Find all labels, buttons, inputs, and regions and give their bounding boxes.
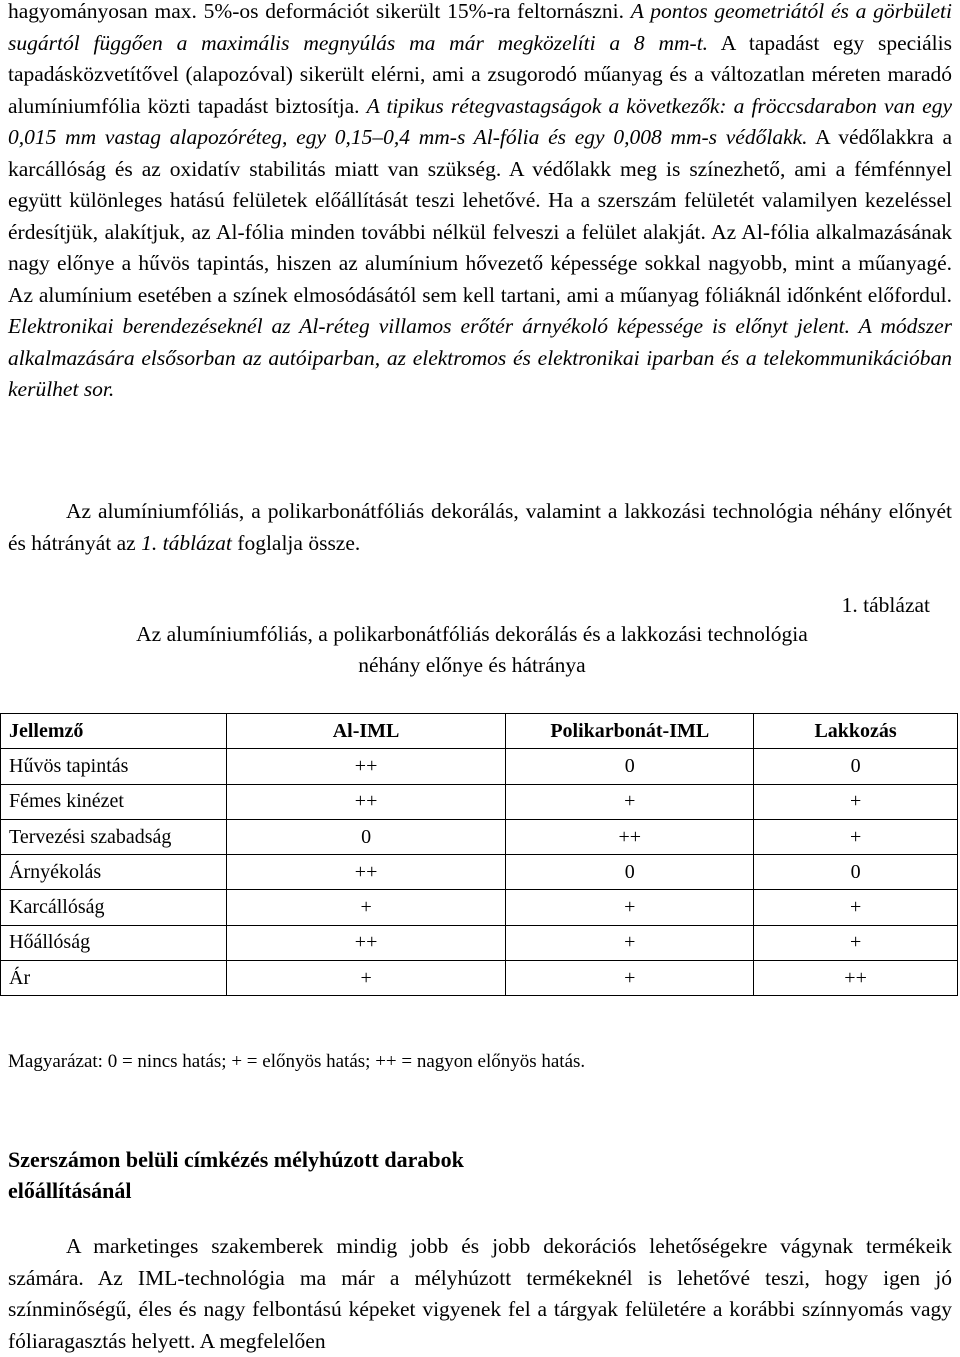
header-cell-al-iml: Al-IML	[226, 714, 506, 749]
table-header-row	[1, 714, 958, 749]
sentence: Az alumíniumfóliás, a polikarbonátfóliás dekorálás, valamint a lakkozási technológia néhány előnyét és hátrányát az	[8, 499, 952, 555]
row-label: Árnyékolás	[1, 855, 227, 890]
header-cell-lacquering: Lakkozás	[754, 714, 958, 749]
sentence: hagyományosan max. 5%-os deformációt sikerült 15%-ra feltornászni.	[8, 0, 625, 23]
body-paragraph-deep-drawn: A marketinges szakemberek mindig jobb és jobb dekorációs lehetőségekre vágynak termékeik számára. Az IML-technológia ma már a mélyhúzott termékeknél is lehetővé teszi, hogy igen jó színminőségű, éles és nagy felbontású képeket vigyenek fel a tárgyak felületére a korábbi színnyomás vagy fóliaragasztás helyett. A megfelelően	[8, 1234, 952, 1353]
table-row	[1, 855, 958, 890]
cell-al-iml: ++	[226, 784, 506, 819]
table-row	[1, 961, 958, 996]
table-row	[1, 749, 958, 784]
table-legend: Magyarázat: 0 = nincs hatás; + = előnyös hatás; ++ = nagyon előnyös hatás.	[8, 1051, 586, 1072]
row-label: Ár	[1, 961, 227, 996]
table-caption-line-2: néhány előnye és hátránya	[358, 653, 586, 677]
row-label: Hőállóság	[1, 925, 227, 960]
table-caption-line-1: Az alumíniumfóliás, a polikarbonátfóliás dekorálás és a lakkozási technológia	[136, 622, 808, 646]
table-caption	[0, 619, 944, 681]
cell-al-iml: +	[226, 890, 506, 925]
sentence: A védőlakkra a karcállóság és az oxidatív stabilitás miatt van szükség. A védőlakk meg is színezhető, ami a fémfénnyel együtt különleges hatású felületek előállítását teszi lehetővé. Ha a szerszám felületét valamilyen kezeléssel érdesítjük, alakítjuk, az Al-fólia minden további nélkül felveszi a felület alakját. Az Al-fólia alkalmazásának nagy előnye a hűvös tapintás, hiszen az alumínium hővezető képessége sokkal nagyobb, mint a műanyagé. Az alumínium esetében a színek elmosódásától sem kell tartani, ami a műanyag fóliáknál időnként előfordul.	[8, 125, 952, 307]
section-heading	[8, 1144, 708, 1206]
row-label: Fémes kinézet	[1, 784, 227, 819]
cell-lacquering: 0	[754, 855, 958, 890]
cell-polycarbonate-iml: +	[506, 961, 754, 996]
comparison-table	[0, 713, 958, 996]
cell-polycarbonate-iml: +	[506, 890, 754, 925]
cell-al-iml: ++	[226, 925, 506, 960]
cell-lacquering: +	[754, 784, 958, 819]
cell-lacquering: +	[754, 890, 958, 925]
table-number: 1. táblázat	[841, 593, 930, 617]
cell-al-iml: +	[226, 961, 506, 996]
cell-lacquering: +	[754, 819, 958, 854]
cell-al-iml: ++	[226, 855, 506, 890]
section-heading-line-2: előállításánál	[8, 1178, 132, 1203]
body-paragraph-table-intro	[8, 496, 952, 559]
cell-lacquering: +	[754, 925, 958, 960]
cell-polycarbonate-iml: 0	[506, 855, 754, 890]
italic-sentence: A tipikus rétegvastagságok a következők: a fröccsdarabon van egy 0,015 mm vastag alapozóréteg, egy 0,15–0,4 mm-s Al-fólia és egy 0,008 mm-s védőlakk.	[8, 93, 953, 149]
cell-al-iml: 0	[226, 819, 506, 854]
header-cell-polycarbonate-iml: Polikarbonát-IML	[506, 714, 754, 749]
body-paragraph-aluminium-foil	[8, 0, 952, 406]
table-row	[1, 890, 958, 925]
row-label: Karcállóság	[1, 890, 227, 925]
header-cell-property: Jellemző	[1, 714, 227, 749]
italic-sentence: Elektronikai berendezéseknél az Al-réteg villamos erőtér árnyékoló képessége is előnyt jelent. A módszer alkalmazására elsősorban az autóiparban, az elektromos és elektronikai iparban és a telekommunikációban kerülhet sor.	[8, 314, 952, 401]
cell-polycarbonate-iml: +	[506, 925, 754, 960]
table-row	[1, 925, 958, 960]
table-row	[1, 819, 958, 854]
row-label: Tervezési szabadság	[1, 819, 227, 854]
sentence: foglalja össze.	[237, 530, 361, 555]
cell-lacquering: ++	[754, 961, 958, 996]
cell-al-iml: ++	[226, 749, 506, 784]
cell-polycarbonate-iml: ++	[506, 819, 754, 854]
table-reference: 1. táblázat	[141, 530, 232, 555]
table-row	[1, 784, 958, 819]
sentence: A tapadást egy speciális tapadásközvetítővel (alapozóval) sikerült elérni, ami a zsugorodó műanyag és a változatlan méreten maradó alumíniumfólia közti tapadást biztosítja.	[8, 30, 952, 118]
cell-lacquering: 0	[754, 749, 958, 784]
section-heading-line-1: Szerszámon belüli címkézés mélyhúzott darabok	[8, 1147, 464, 1172]
italic-sentence: A pontos geometriától és a görbületi sugártól függően a maximális megnyúlás ma már megközelíti a 8 mm-t.	[8, 0, 952, 55]
cell-polycarbonate-iml: 0	[506, 749, 754, 784]
cell-polycarbonate-iml: +	[506, 784, 754, 819]
row-label: Hűvös tapintás	[1, 749, 227, 784]
